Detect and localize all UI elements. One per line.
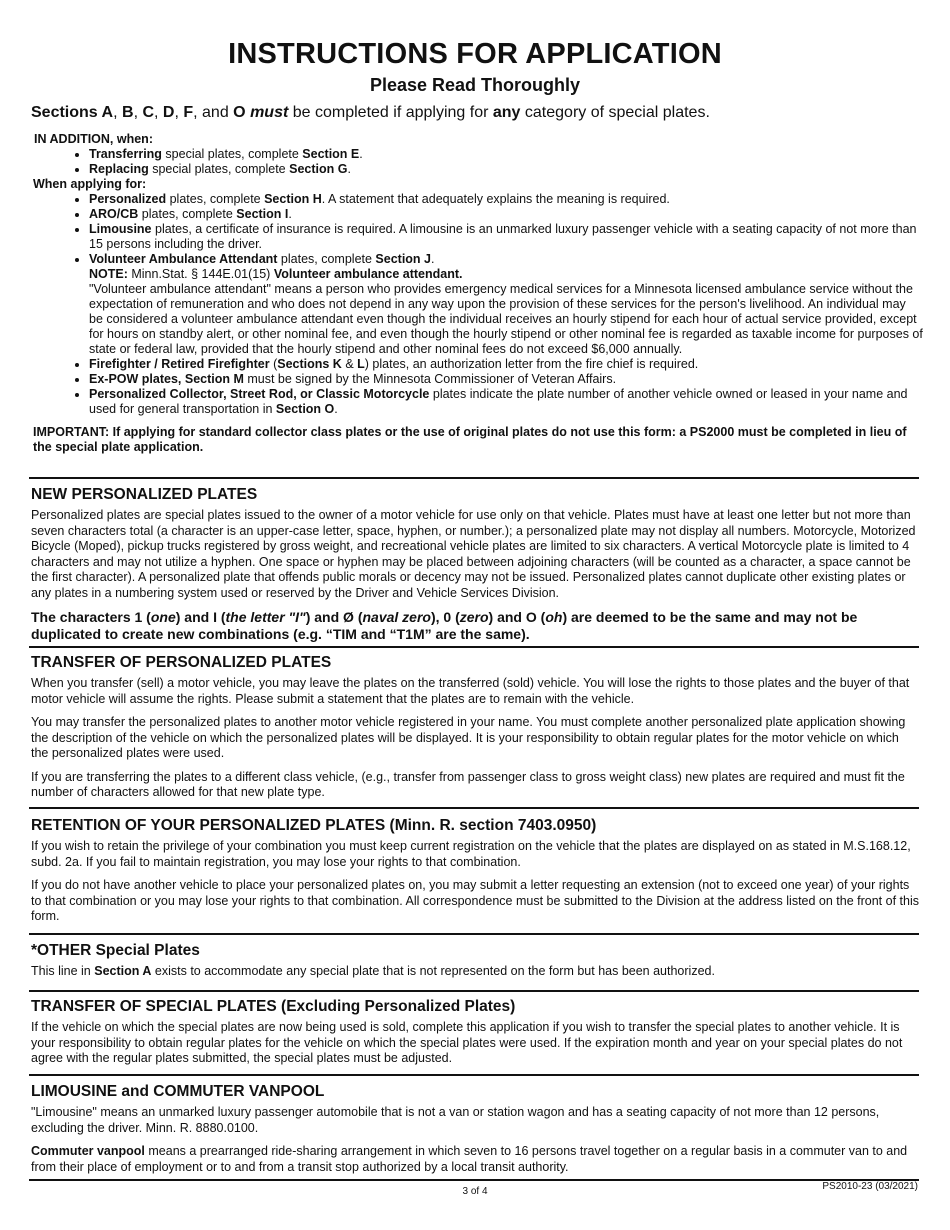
- list-item: • ARO/CB plates, complete Section I.: [89, 207, 923, 222]
- section-heading: *OTHER Special Plates: [31, 942, 200, 959]
- page-number: 3 of 4: [462, 1186, 488, 1197]
- list-item: • Transferring special plates, complete Section E.: [89, 147, 923, 162]
- divider: [29, 1074, 919, 1076]
- section-paragraph: If you are transferring the plates to a different class vehicle, (e.g., transfer from passenger class to gross weight class) new plates are required and must fit the number of characters allowed for that new plate type.: [31, 769, 905, 799]
- section-paragraph: If you wish to retain the privilege of your combination you must keep current registration on the vehicle that the plates are displayed on as stated in M.S.168.12, subd. 2a. If you fail to maintain registration, you may lose your rights to that combination.: [31, 839, 911, 869]
- transfer-personalized-plates-section: [29, 654, 919, 809]
- section-paragraph: If the vehicle on which the special plates are now being used is sold, complete this application if you wish to transfer the special plates to another vehicle. It is your responsibility to obtain regular plates for the vehicle on which the special plates were used. If the expiration month and year on your special plates do not agree with the regular plates submitted, the special plates must be adjusted.: [31, 1020, 903, 1065]
- list-item: • Personalized Collector, Street Rod, or Classic Motorcycle plates indicate the plate number of another vehicle owned or leased in your name and used for general transportation in Section O.: [89, 387, 923, 417]
- section-paragraph: When you transfer (sell) a motor vehicle, you may leave the plates on the transferred (sold) vehicle. You will lose the rights to those plates and the buyer of that motor vehicle will assume the rights. Please submit a statement that the plates are to remain with the vehicle.: [31, 676, 910, 706]
- other-special-plates-section: [29, 942, 919, 988]
- section-heading: TRANSFER OF PERSONALIZED PLATES: [31, 654, 332, 671]
- limousine-vanpool-section: [29, 1083, 919, 1183]
- list-item: • Personalized plates, complete Section H. A statement that adequately explains the meaning is required.: [89, 192, 923, 207]
- character-rule-note: The characters 1 (one) and I (the letter "I") and Ø (naval zero), 0 (zero) and O (oh) are deemed to be the same and may not be duplicated to create new combinations (e.g. “TIM and “T1M” are the same).: [31, 609, 858, 642]
- page-title: INSTRUCTIONS FOR APPLICATION: [228, 38, 722, 70]
- section-paragraph: Commuter vanpool means a prearranged ride-sharing arrangement in which seven to 16 persons travel together on a regular basis in a commuter van to and from their place of employment or to and from a transit stop authorized by a local transit authority.: [31, 1144, 908, 1174]
- section-paragraph: "Limousine" means an unmarked luxury passenger automobile that is not a van or station wagon and has a seating capacity of not more than 12 persons, excluding the driver. Minn. R. 8880.0100.: [31, 1105, 880, 1135]
- divider: [29, 1179, 919, 1181]
- list-item: • Limousine plates, a certificate of insurance is required. A limousine is an unmarked luxury passenger vehicle with a seating capacity of not more than 15 persons including the driver.: [89, 222, 923, 252]
- divider: [29, 646, 919, 648]
- page-subtitle: Please Read Thoroughly: [369, 75, 581, 95]
- important-note: IMPORTANT: If applying for standard collector class plates or the use of original plates do not use this form: a PS2000 must be completed in lieu of the special plate application.: [33, 425, 907, 454]
- section-heading: NEW PERSONALIZED PLATES: [31, 486, 258, 503]
- section-paragraph: If you do not have another vehicle to place your personalized plates on, you may submit a letter requesting an extension (not to exceed one year) of your rights to that combination or you may lose your rights to that combination. All correspondence must be submitted to the Division at the address listed on the front of this form.: [31, 878, 919, 923]
- transfer-special-plates-section: [29, 998, 919, 1075]
- intro-instructions: IN ADDITION, when: • Transferring special plates, complete Section E. • Replacing special plates, complete Section G. When applying for: • Personalized plates, complete Section H. A statement that adequately explains the meaning is required. • ARO/CB plates, complete Section I. • Limousine plates, a certificate of insurance is required. A limousine is an unmarked luxury passenger vehicle with a seating capacity of not more than 15 persons including the driver. • Volunteer Ambulance Attendant plates, complete Section J. NOTE: Minn.Stat. § 144E.01(15) Volunteer ambulance attendant. "Volunteer ambulance attendant" means a person who provides emergency medical services for a Minnesota licensed ambulance service without the expectation of remuneration and who does not depend in any way upon the provision of these services for the person's livelihood. An individual may be considered a volunteer ambulance attendant even though the individual receives an hourly stipend for each hour of actual service provided, except for hours on standby alert, or other nominal fee, and even though the hourly stipend or other nominal fee is regarded as taxable income for purposes of state or federal law, provided that the hourly stipend and other nominal fees do not exceed $6,000 annually. • Firefighter / Retired Firefighter (Sections K & L) plates, an authorization letter from the fire chief is required. • Ex-POW plates, Section M must be signed by the Minnesota Commissioner of Veteran Affairs. • Personalized Collector, Street Rod, or Classic Motorcycle plates indicate the plate number of another vehicle owned or leased in your name and used for general transportation in Section O. IMPORTANT: If applying for standard collector class plates or the use of original plates do not use this form: a PS2000 must be completed in lieu of the special plate application.: [33, 132, 923, 455]
- required-sections-lead: Sections A, B, C, D, F, and O must be completed if applying for any category of special plates.: [31, 104, 710, 121]
- section-paragraph: This line in Section A exists to accommodate any special plate that is not represented on the form but has been authorized.: [31, 964, 715, 978]
- list-item: • Replacing special plates, complete Section G.: [89, 162, 923, 177]
- section-heading: RETENTION OF YOUR PERSONALIZED PLATES (Minn. R. section 7403.0950): [31, 817, 597, 834]
- section-paragraph: Personalized plates are special plates issued to the owner of a motor vehicle for use only on that vehicle. Plates must have at least one letter but not more than seven characters total (a character is an upper-case letter, space, hyphen, or number.); a personalized plate may not display all numbers. Motorcycle, Motorized Bicycle (Moped), pickup trucks registered by gross weight, and recreational vehicle plates are limited to six characters. A vertical Motorcycle plate is limited to 4 characters and may not utilize a hyphen. One space or hyphen may be placed between adjoining characters (will be counted as a character, a space cannot be the first character). A personalized plate that offends public morals or decency may not be issued. Personalized plates cannot duplicate other existing plates or any plates in a numbering system used or reserved by the Driver and Vehicle Services Division.: [31, 508, 916, 600]
- section-heading: TRANSFER OF SPECIAL PLATES (Excluding Personalized Plates): [31, 998, 516, 1015]
- new-personalized-plates-section: [29, 486, 919, 651]
- list-item: • Volunteer Ambulance Attendant plates, complete Section J. NOTE: Minn.Stat. § 144E.01(15) Volunteer ambulance attendant. "Volunteer ambulance attendant" means a person who provides emergency medical services for a Minnesota licensed ambulance service without the expectation of remuneration and who does not depend in any way upon the provision of these services for the person's livelihood. An individual may be considered a volunteer ambulance attendant even though the individual receives an hourly stipend for each hour of actual service provided, except for hours on standby alert, or other nominal fee, and even though the hourly stipend or other nominal fee is regarded as taxable income for purposes of state or federal law, provided that the hourly stipend and other nominal fees do not exceed $6,000 annually.: [89, 252, 923, 357]
- divider: [29, 807, 919, 809]
- divider: [29, 990, 919, 992]
- section-paragraph: You may transfer the personalized plates to another motor vehicle registered in your name. You must complete another personalized plate application showing the description of the vehicle on which the personalized plates will be displayed. It is your responsibility to obtain regular plates for the motor vehicle on which the personalized plates were used.: [31, 715, 906, 760]
- form-code: PS2010-23 (03/2021): [822, 1181, 918, 1192]
- section-heading: LIMOUSINE and COMMUTER VANPOOL: [31, 1083, 325, 1100]
- divider: [29, 933, 919, 935]
- list-item: • Ex-POW plates, Section M must be signed by the Minnesota Commissioner of Veteran Affairs.: [89, 372, 923, 387]
- list-item: • Firefighter / Retired Firefighter (Sections K & L) plates, an authorization letter from the fire chief is required.: [89, 357, 923, 372]
- divider: [29, 477, 919, 479]
- retention-section: [29, 817, 919, 933]
